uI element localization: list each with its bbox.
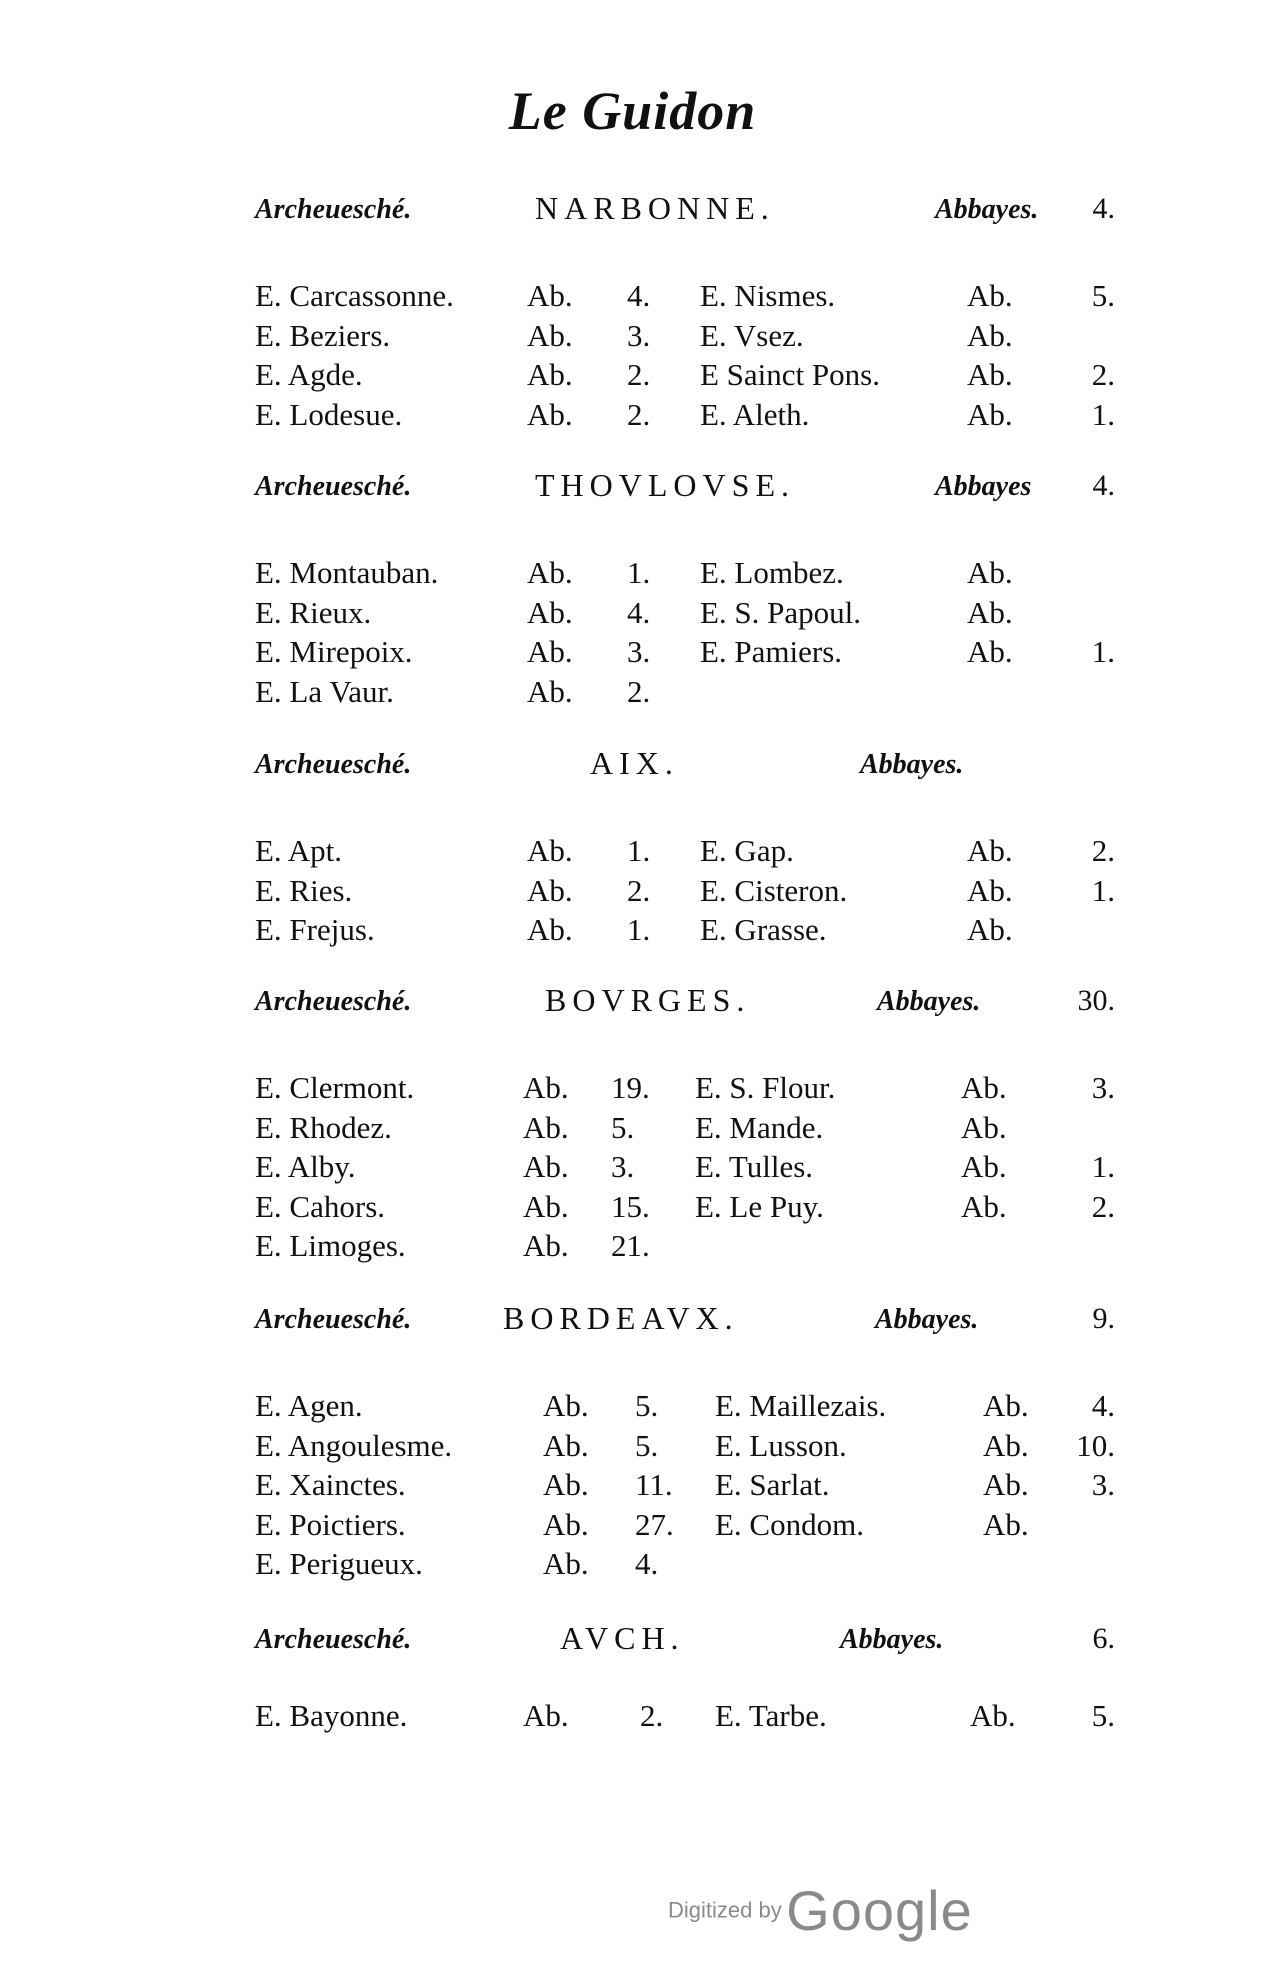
archeveche-label: Archeuesché. bbox=[255, 1624, 412, 1655]
abbaye-label: Ab. bbox=[983, 1467, 1029, 1502]
abbaye-count: 10. bbox=[1076, 1427, 1115, 1463]
abbaye-count: 5. bbox=[635, 1388, 659, 1423]
eveche-name: E. Rieux. bbox=[255, 594, 372, 630]
abbaye-count: 15. bbox=[611, 1188, 650, 1224]
eveche-name: E. Ries. bbox=[255, 872, 353, 908]
abbaye-count: 2. bbox=[1091, 1188, 1115, 1224]
digitized-label: Digitized by bbox=[668, 1897, 782, 1923]
diocese-list bbox=[255, 1698, 1115, 1738]
abbaye-count: 1. bbox=[627, 912, 651, 947]
abbaye-label: Ab. bbox=[523, 1109, 569, 1145]
archeveche-label: Archeuesché. bbox=[255, 1304, 412, 1335]
abbaye-label: Ab. bbox=[967, 872, 1013, 908]
eveche-name: E. Vsez. bbox=[700, 317, 804, 353]
city-name: BOVRGES. bbox=[545, 982, 751, 1018]
table-row bbox=[255, 1149, 1115, 1189]
abbaye-count: 3. bbox=[611, 1149, 635, 1184]
abbaye-count: 27. bbox=[635, 1506, 674, 1542]
abbayes-count: 9. bbox=[1092, 1302, 1115, 1335]
table-row bbox=[255, 1228, 1115, 1268]
eveche-name: E. Tarbe. bbox=[715, 1698, 827, 1733]
abbaye-label: Ab. bbox=[527, 833, 573, 868]
abbayes-label: Abbayes. bbox=[935, 194, 1039, 225]
abbaye-count: 1. bbox=[1091, 1149, 1115, 1184]
abbaye-label: Ab. bbox=[527, 912, 573, 947]
abbaye-count: 19. bbox=[611, 1070, 650, 1105]
abbaye-count: 5. bbox=[611, 1109, 635, 1145]
eveche-name: E. Agde. bbox=[255, 357, 363, 392]
eveche-name: E. Xainctes. bbox=[255, 1467, 406, 1502]
abbaye-label: Ab. bbox=[967, 833, 1013, 868]
table-row bbox=[255, 1070, 1115, 1110]
digitized-watermark bbox=[668, 1878, 973, 1943]
abbaye-label: Ab. bbox=[967, 594, 1013, 630]
google-logo: Google bbox=[786, 1879, 973, 1942]
abbaye-label: Ab. bbox=[967, 634, 1013, 669]
abbayes-label: Abbayes bbox=[935, 471, 1032, 502]
abbayes-label: Abbayes. bbox=[860, 749, 964, 780]
abbaye-count: 1. bbox=[627, 555, 651, 590]
abbaye-label: Ab. bbox=[983, 1427, 1029, 1463]
eveche-name: E. Perigueux. bbox=[255, 1546, 423, 1581]
section-header bbox=[255, 190, 1115, 240]
eveche-name: E. Apt. bbox=[255, 833, 342, 868]
abbaye-count: 3. bbox=[1091, 1467, 1115, 1502]
abbaye-label: Ab. bbox=[967, 278, 1013, 313]
eveche-name: E. Cahors. bbox=[255, 1188, 386, 1224]
eveche-name: E. Bayonne. bbox=[255, 1698, 408, 1733]
abbaye-label: Ab. bbox=[961, 1188, 1007, 1224]
abbaye-label: Ab. bbox=[970, 1698, 1016, 1733]
eveche-name: E. Mande. bbox=[695, 1109, 824, 1145]
eveche-name: E. Gap. bbox=[700, 833, 794, 868]
city-name: NARBONNE. bbox=[535, 190, 775, 226]
archeveche-label: Archeuesché. bbox=[255, 749, 412, 780]
abbaye-label: Ab. bbox=[543, 1427, 589, 1463]
archeveche-label: Archeuesché. bbox=[255, 194, 412, 225]
abbaye-label: Ab. bbox=[983, 1506, 1029, 1542]
section-header bbox=[255, 982, 1115, 1032]
diocese-list bbox=[255, 1070, 1115, 1268]
eveche-name: E. Lodesue. bbox=[255, 396, 403, 432]
eveche-name: E. Cisteron. bbox=[700, 872, 848, 908]
diocese-list bbox=[255, 1388, 1115, 1586]
abbaye-label: Ab. bbox=[967, 357, 1013, 392]
table-row bbox=[255, 1546, 1115, 1586]
abbaye-label: Ab. bbox=[543, 1546, 589, 1581]
eveche-name: E. Maillezais. bbox=[715, 1388, 887, 1423]
abbaye-label: Ab. bbox=[543, 1506, 589, 1542]
abbayes-count: 4. bbox=[1092, 192, 1115, 225]
eveche-name: E. S. Papoul. bbox=[700, 594, 862, 630]
abbayes-label: Abbayes. bbox=[875, 1304, 979, 1335]
abbaye-count: 1. bbox=[1091, 872, 1115, 908]
table-row bbox=[255, 1507, 1115, 1547]
eveche-name: E. Poictiers. bbox=[255, 1506, 406, 1542]
eveche-name: E. Carcassonne. bbox=[255, 278, 454, 313]
abbaye-label: Ab. bbox=[523, 1149, 569, 1184]
eveche-name: E. Pamiers. bbox=[700, 634, 843, 669]
abbaye-count: 4. bbox=[635, 1546, 659, 1581]
eveche-name: E. Tulles. bbox=[695, 1149, 814, 1184]
abbaye-label: Ab. bbox=[967, 555, 1013, 590]
abbaye-count: 4. bbox=[627, 278, 651, 313]
abbaye-label: Ab. bbox=[543, 1388, 589, 1423]
abbaye-label: Ab. bbox=[523, 1070, 569, 1105]
abbayes-label: Abbayes. bbox=[877, 986, 981, 1017]
abbaye-count: 4. bbox=[1091, 1388, 1115, 1423]
abbaye-label: Ab. bbox=[523, 1698, 569, 1733]
table-row bbox=[255, 674, 1115, 714]
abbaye-label: Ab. bbox=[961, 1149, 1007, 1184]
eveche-name: E. Lombez. bbox=[700, 555, 844, 590]
abbayes-label: Abbayes. bbox=[840, 1624, 944, 1655]
table-row bbox=[255, 873, 1115, 913]
section-auch bbox=[255, 1620, 1115, 1738]
abbaye-count: 5. bbox=[1091, 278, 1115, 313]
page-title: Le Guidon bbox=[508, 81, 757, 141]
abbayes-count: 4. bbox=[1092, 469, 1115, 502]
abbaye-count: 2. bbox=[627, 396, 651, 432]
section-header bbox=[255, 1300, 1115, 1350]
abbaye-count: 2. bbox=[1091, 357, 1115, 392]
abbaye-count: 2. bbox=[627, 357, 651, 392]
table-row bbox=[255, 1110, 1115, 1150]
table-row bbox=[255, 1428, 1115, 1468]
abbaye-label: Ab. bbox=[961, 1070, 1007, 1105]
abbaye-label: Ab. bbox=[543, 1467, 589, 1502]
abbaye-count: 1. bbox=[1091, 396, 1115, 432]
city-name: AVCH. bbox=[560, 1620, 685, 1656]
archeveche-label: Archeuesché. bbox=[255, 471, 412, 502]
abbaye-count: 3. bbox=[1091, 1070, 1115, 1105]
abbaye-label: Ab. bbox=[967, 396, 1013, 432]
abbaye-count: 2. bbox=[627, 872, 651, 908]
table-row bbox=[255, 278, 1115, 318]
eveche-name: E. Agen. bbox=[255, 1388, 363, 1423]
table-row bbox=[255, 318, 1115, 358]
abbaye-label: Ab. bbox=[527, 317, 573, 353]
city-name: BORDEAVX. bbox=[503, 1300, 739, 1336]
diocese-list bbox=[255, 278, 1115, 436]
table-row bbox=[255, 634, 1115, 674]
abbaye-label: Ab. bbox=[523, 1188, 569, 1224]
section-aix bbox=[255, 745, 1115, 952]
abbaye-count: 2. bbox=[627, 673, 651, 709]
abbaye-count: 5. bbox=[1091, 1698, 1115, 1733]
table-row bbox=[255, 1388, 1115, 1428]
abbaye-count: 21. bbox=[611, 1228, 650, 1263]
section-header bbox=[255, 1620, 1115, 1670]
eveche-name: E. Condom. bbox=[715, 1506, 864, 1542]
section-header bbox=[255, 467, 1115, 517]
eveche-name: E. Aleth. bbox=[700, 396, 810, 432]
table-row bbox=[255, 595, 1115, 635]
diocese-list bbox=[255, 555, 1115, 713]
eveche-name: E. La Vaur. bbox=[255, 673, 394, 709]
eveche-name: E Sainct Pons. bbox=[700, 357, 880, 392]
eveche-name: E. Rhodez. bbox=[255, 1109, 392, 1145]
eveche-name: E. Clermont. bbox=[255, 1070, 415, 1105]
abbaye-count: 3. bbox=[627, 634, 651, 669]
abbaye-label: Ab. bbox=[527, 278, 573, 313]
table-row bbox=[255, 1698, 1115, 1738]
abbaye-count: 11. bbox=[635, 1467, 673, 1502]
eveche-name: E. Nismes. bbox=[700, 278, 836, 313]
abbaye-label: Ab. bbox=[983, 1388, 1029, 1423]
eveche-name: E. Lusson. bbox=[715, 1427, 847, 1463]
eveche-name: E. Grasse. bbox=[700, 912, 827, 947]
archeveche-label: Archeuesché. bbox=[255, 986, 412, 1017]
eveche-name: E. Alby. bbox=[255, 1149, 356, 1184]
table-row bbox=[255, 357, 1115, 397]
section-narbonne bbox=[255, 190, 1115, 436]
abbaye-count: 4. bbox=[627, 594, 651, 630]
abbaye-count: 1. bbox=[1091, 634, 1115, 669]
eveche-name: E. Frejus. bbox=[255, 912, 375, 947]
section-bourges bbox=[255, 982, 1115, 1268]
table-row bbox=[255, 833, 1115, 873]
abbaye-label: Ab. bbox=[967, 912, 1013, 947]
abbaye-label: Ab. bbox=[523, 1228, 569, 1263]
eveche-name: E. Sarlat. bbox=[715, 1467, 830, 1502]
abbaye-label: Ab. bbox=[527, 357, 573, 392]
abbaye-label: Ab. bbox=[527, 555, 573, 590]
abbaye-label: Ab. bbox=[527, 634, 573, 669]
abbaye-label: Ab. bbox=[961, 1109, 1007, 1145]
table-row bbox=[255, 397, 1115, 437]
abbaye-label: Ab. bbox=[527, 872, 573, 908]
abbaye-label: Ab. bbox=[527, 396, 573, 432]
table-row bbox=[255, 1189, 1115, 1229]
abbaye-count: 1. bbox=[627, 833, 651, 868]
abbaye-label: Ab. bbox=[527, 594, 573, 630]
abbaye-label: Ab. bbox=[967, 317, 1013, 353]
diocese-list bbox=[255, 833, 1115, 952]
abbayes-count: 6. bbox=[1092, 1622, 1115, 1655]
eveche-name: E. Angoulesme. bbox=[255, 1427, 453, 1463]
eveche-name: E. Mirepoix. bbox=[255, 634, 413, 669]
city-name: THOVLOVSE. bbox=[535, 467, 795, 503]
abbaye-count: 2. bbox=[1091, 833, 1115, 868]
table-row bbox=[255, 1467, 1115, 1507]
abbaye-count: 2. bbox=[640, 1698, 664, 1733]
section-bordeaux bbox=[255, 1300, 1115, 1586]
table-row bbox=[255, 555, 1115, 595]
eveche-name: E. Limoges. bbox=[255, 1228, 406, 1263]
table-row bbox=[255, 912, 1115, 952]
eveche-name: E. S. Flour. bbox=[695, 1070, 836, 1105]
eveche-name: E. Le Puy. bbox=[695, 1188, 824, 1224]
abbaye-count: 3. bbox=[627, 317, 651, 353]
section-thoulouse bbox=[255, 467, 1115, 713]
abbayes-count: 30. bbox=[1077, 984, 1115, 1017]
eveche-name: E. Beziers. bbox=[255, 317, 391, 353]
eveche-name: E. Montauban. bbox=[255, 555, 439, 590]
abbaye-count: 5. bbox=[635, 1427, 659, 1463]
abbaye-label: Ab. bbox=[527, 673, 573, 709]
city-name: AIX. bbox=[590, 745, 679, 781]
section-header bbox=[255, 745, 1115, 795]
